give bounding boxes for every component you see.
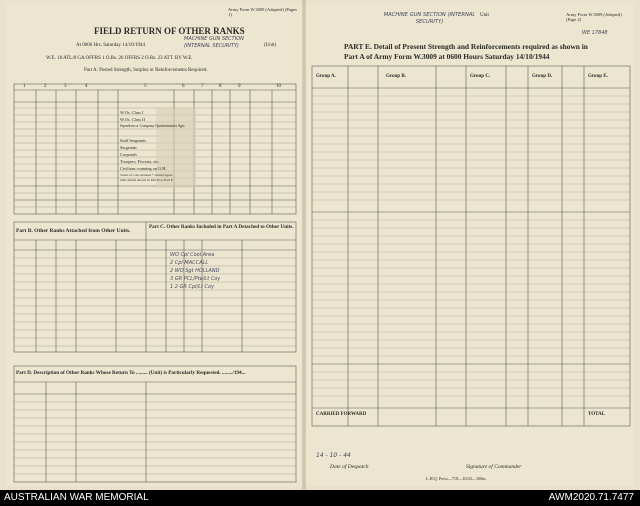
detail-row: W.Os. Class II bbox=[120, 117, 145, 122]
detail-row: Totals of cols. marked * should agree with details shown in Part B or Part E bbox=[120, 173, 173, 182]
detail-row: W.Os. Class I bbox=[120, 110, 144, 115]
detail-row: Civilians counting on G.H. bbox=[120, 166, 167, 171]
left-unit-line: At 0600 Hrs. Saturday 14/10/1944 bbox=[76, 43, 146, 48]
part-c-entry: 2 Cpl MACCALL bbox=[170, 260, 209, 266]
right-unit-label: Unit bbox=[480, 13, 489, 18]
signature-label: Signature of Commander bbox=[466, 464, 522, 470]
col-num-9: 9 bbox=[238, 84, 241, 89]
col-num-10: 10 bbox=[276, 84, 281, 89]
part-c-entry: WO Cpl Cool Area bbox=[170, 252, 215, 258]
detail-row: Staff Sergeants bbox=[120, 138, 146, 143]
col-num-5: 5 bbox=[144, 84, 147, 89]
detail-row: Sergeants bbox=[120, 145, 137, 150]
part-b-heading: Part B. Other Ranks Attached from Other Units. bbox=[16, 228, 131, 234]
right-unit-handwritten: MACHINE GUN SECTION (INTERNAL SECURITY) bbox=[383, 12, 476, 25]
right-page bbox=[306, 4, 634, 486]
col-num-4: 4 bbox=[85, 84, 88, 89]
left-page bbox=[6, 4, 302, 486]
detail-row: Corporals bbox=[120, 152, 137, 157]
part-e-line1: PART E. Detail of Present Strength and Reinforcements required as shown in bbox=[344, 42, 588, 51]
left-form-ref: Army Form W.3009 (Adapted) (Pages 1) bbox=[228, 7, 297, 17]
left-grid bbox=[6, 4, 302, 486]
col-head-group-c: Group C. bbox=[470, 74, 491, 79]
col-num-8: 8 bbox=[219, 84, 222, 89]
part-c-entry: 2 WO Sgt HOLLAND bbox=[170, 268, 220, 274]
col-num-7: 7 bbox=[201, 84, 204, 89]
right-form-ref: Army Form W.3009 (Adapted) (Page 2) bbox=[566, 12, 622, 22]
archive-credit: AUSTRALIAN WAR MEMORIAL bbox=[4, 492, 149, 503]
col-num-6: 6 bbox=[182, 84, 185, 89]
part-c-entry: 3 GR PCL/Pte/Lt Coy bbox=[170, 276, 221, 282]
left-we-line: W.E. 18 ATL/8 GA OFFRS 1 O.Rs. 26 OFFRS 2 O.Rs. 23 ATT. BY W.E. bbox=[46, 56, 193, 61]
col-num-2: 2 bbox=[44, 84, 47, 89]
col-head-group-a: Group A. bbox=[316, 74, 336, 79]
detail-row: Troopers, Privates, etc. bbox=[120, 159, 160, 164]
part-d-heading: Part D. Description of Other Ranks Whose Return To ......... (Unit) is Particularly Requested. ......../194... bbox=[16, 370, 246, 376]
date-value: 14 - 10 - 44 bbox=[316, 452, 351, 459]
col-num-1: 1 bbox=[23, 84, 26, 89]
carried-forward: CARRIED FORWARD bbox=[316, 412, 367, 417]
part-c-heading: Part C. Other Ranks Included in Part A Detached to Other Units. bbox=[149, 224, 294, 230]
right-serial: WE 17848 bbox=[582, 30, 608, 36]
archive-accession-number: AWM2020.71.7477 bbox=[548, 492, 634, 503]
col-head-group-d: Group D. bbox=[532, 74, 553, 79]
left-title: FIELD RETURN OF OTHER RANKS bbox=[94, 26, 245, 36]
left-unit-label: (Unit) bbox=[264, 43, 277, 48]
print-ref: L.H.Q. Press—718—10/43—100m. bbox=[426, 476, 487, 481]
col-head-group-b: Group B. bbox=[386, 74, 406, 79]
date-label: Date of Despatch bbox=[330, 464, 369, 470]
col-num-3: 3 bbox=[64, 84, 67, 89]
left-unit-handwritten: MACHINE GUN SECTION (INTERNAL SECURITY) bbox=[184, 36, 244, 49]
col-head-group-e: Group E. bbox=[588, 74, 608, 79]
part-a-heading: Part A. Posted Strength, Surplus or Reinforcements Required. bbox=[84, 68, 208, 73]
totals-label: TOTAL bbox=[588, 412, 606, 417]
part-c-entry: 1 2 GR Cpl/Lt Coy bbox=[170, 284, 215, 290]
detail-row: Squadron or Company Quartermaster Sgts. bbox=[120, 124, 186, 128]
part-e-line2: Part A of Army Form W.3009 at 0600 Hours Saturday 14/10/1944 bbox=[344, 52, 550, 61]
